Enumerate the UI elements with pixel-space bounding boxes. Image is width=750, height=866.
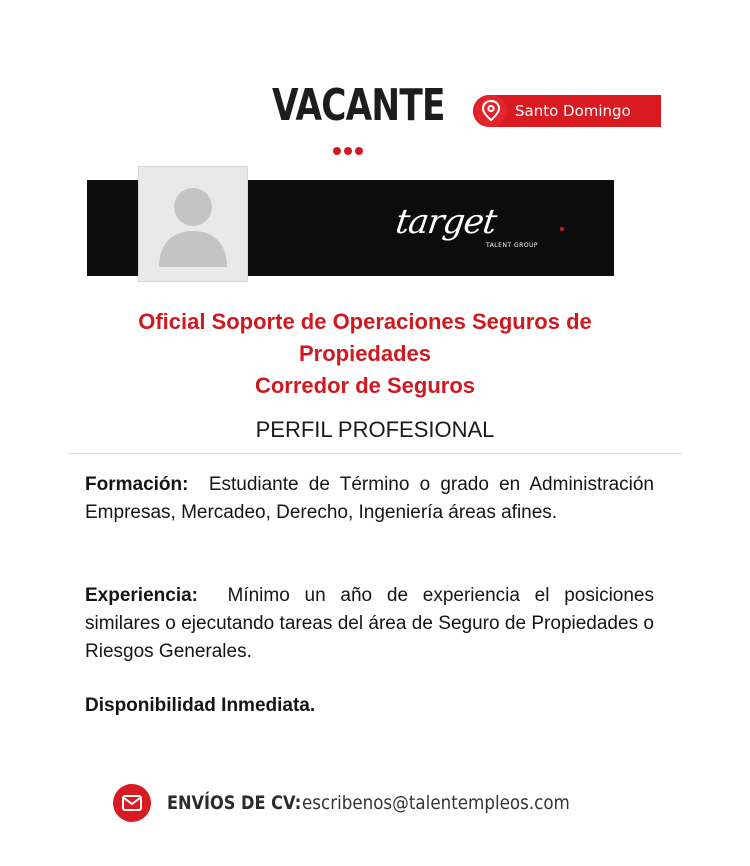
logo-text: target — [393, 202, 499, 242]
dot — [344, 147, 352, 155]
divider — [68, 453, 682, 454]
logo-subtext: TALENT GROUP — [486, 242, 539, 249]
job-title-line2: Propiedades — [298, 341, 432, 366]
job-title-line3: Corredor de Seguros — [254, 373, 476, 398]
experiencia-paragraph — [85, 582, 654, 666]
formacion-paragraph — [85, 471, 654, 527]
experiencia-label: Experiencia: — [85, 585, 198, 606]
dot — [333, 147, 341, 155]
page-title: VACANTE — [272, 80, 445, 131]
experiencia-text: Mínimo un año de experiencia el posiciones similares o ejecutando tareas del área de Seguro de Propiedades o Riesgos Generales. — [85, 585, 654, 662]
formacion-text: Estudiante de Término o grado en Administración Empresas, Mercadeo, Derecho, Ingeniería áreas afines. — [85, 474, 654, 523]
job-title-line1: Oficial Soporte de Operaciones Seguros de — [138, 309, 592, 334]
location-label: Santo Domingo — [515, 102, 631, 120]
user-silhouette-icon — [139, 167, 247, 281]
cv-submission-label: ENVÍOS DE CV: — [167, 792, 302, 814]
disponibilidad-paragraph — [85, 692, 654, 720]
disponibilidad-text: Disponibilidad Inmediata. — [85, 695, 316, 716]
decorative-dots — [333, 147, 363, 155]
section-title: PERFIL PROFESIONAL — [255, 417, 495, 442]
formacion-label: Formación: — [85, 474, 189, 495]
location-pin-icon — [475, 95, 507, 127]
job-title — [80, 306, 650, 402]
target-logo — [393, 202, 576, 255]
contact-email[interactable]: escribenos@talentempleos.com — [302, 792, 570, 814]
mail-icon — [113, 784, 151, 822]
logo-dot — [560, 227, 564, 231]
location-badge — [473, 95, 661, 127]
dot — [355, 147, 363, 155]
avatar — [138, 166, 248, 282]
